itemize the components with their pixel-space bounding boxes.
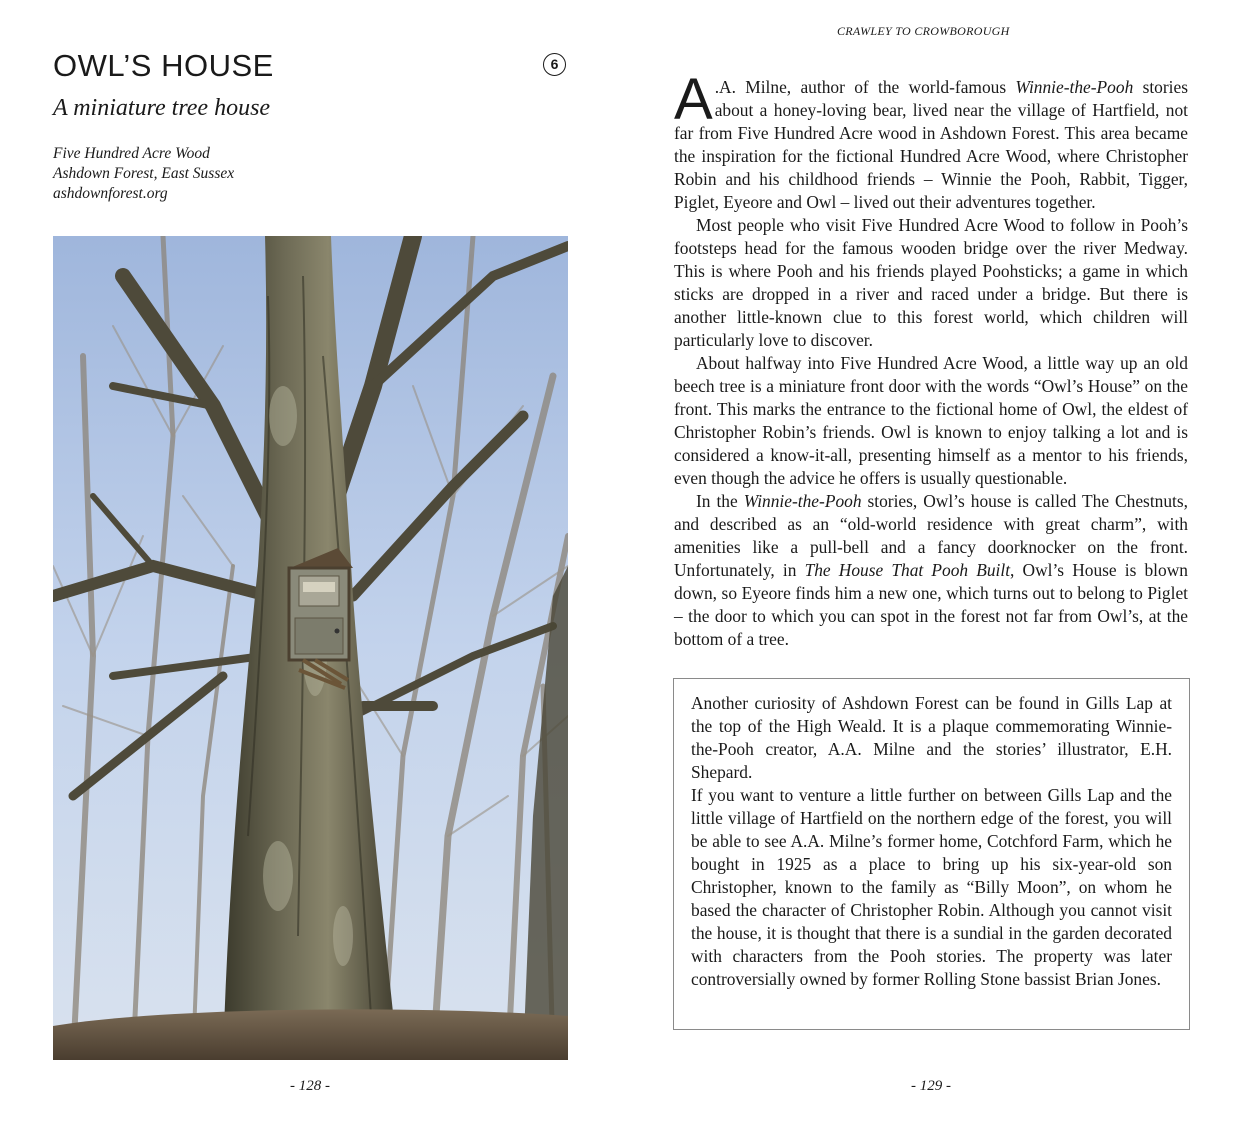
address-block bbox=[53, 144, 234, 204]
article-body bbox=[674, 67, 1188, 651]
sidebar-paragraph: If you want to venture a little further on between Gills Lap and the little village of Hartfield on the northern edge of the forest, you will be able to see A.A. Milne’s former home, Cotchford Farm, which he bought in 1925 as a place to bring up his six-year-old son Christopher, known to the family as “Billy Moon”, on whom he based the character of Christopher Robin. Although you cannot visit the house, it is thought that there is a sundial in the garden decorated with characters from the Pooh stories. The property was later controversially owned by former Rolling Stone bassist Brian Jones. bbox=[691, 785, 1172, 989]
page-title: OWL’S HOUSE bbox=[53, 48, 274, 83]
text-run: , Owl’s House is blown down, so Eyeore finds him a new one, which turns out to belong to Piglet – the door to which you can spot in the forest not far from Owl’s, at the bottom of a tree. bbox=[674, 560, 1188, 649]
text-run: Most people who visit Five Hundred Acre Wood to follow in Pooh’s footsteps head for the famous wooden bridge over the river Medway. This is where Pooh and his friends played Poohsticks; a game in which sticks are dropped in a river and raced under a bridge. But there is another little-known clue to this forest world, which children will particularly love to discover. bbox=[674, 215, 1188, 350]
page-number-right: - 129 - bbox=[911, 1078, 951, 1094]
sidebar-box bbox=[673, 678, 1190, 1030]
paragraph bbox=[674, 490, 1188, 651]
italic-title: The House That Pooh Built bbox=[804, 560, 1011, 580]
sidebar-paragraph: Another curiosity of Ashdown Forest can be found in Gills Lap at the top of the High Weald. It is a plaque commemorating Winnie-the-Pooh creator, A.A. Milne and the stories’ illustrator, E.H. Shepard. bbox=[691, 693, 1172, 782]
page-subtitle: A miniature tree house bbox=[53, 95, 271, 121]
address-line-website: ashdownforest.org bbox=[53, 185, 168, 202]
running-head: CRAWLEY TO CROWBOROUGH bbox=[837, 24, 1010, 38]
paragraph bbox=[674, 214, 1188, 352]
text-run: .A. Milne, author of the world-famous bbox=[714, 77, 1016, 97]
address-line-place: Five Hundred Acre Wood bbox=[53, 145, 210, 162]
italic-title: Winnie-the-Pooh bbox=[743, 491, 862, 511]
tree-with-miniature-door-photo bbox=[53, 236, 568, 1060]
text-run: stories, Owl’s house is called The Chestnuts, and described as an “old-world residence with great charm”, with amenities like a pull-bell and a fancy doorknocker on the front. Unfortunately, in bbox=[674, 491, 1188, 580]
left-page bbox=[0, 0, 620, 1123]
address-line-region: Ashdown Forest, East Sussex bbox=[53, 165, 235, 182]
dropcap: A bbox=[674, 67, 713, 132]
text-run: stories about a honey-loving bear, lived near the village of Hartfield, not far from Five Hundred Acre wood in Ashdown Forest. This area became the inspiration for the fictional Hundred Acre Wood, where Christopher Robin and his childhood friends – Winnie the Pooh, Rabbit, Tigger, Piglet, Eyeore and Owl – lived out their adventures together. bbox=[674, 77, 1188, 212]
page-number-left: - 128 - bbox=[290, 1078, 330, 1094]
text-run: About halfway into Five Hundred Acre Wood, a little way up an old beech tree is a miniature front door with the words “Owl’s House” on the front. This marks the entrance to the fictional home of Owl, the eldest of Christopher Robin’s friends. Owl is known to enjoy talking a lot and is considered a know-it-all, presenting himself as a mentor to his friends, even though the advice he offers is usually questionable. bbox=[674, 353, 1188, 488]
text-run: In the bbox=[696, 491, 744, 511]
paragraph bbox=[674, 352, 1188, 490]
paragraph bbox=[674, 67, 1188, 214]
paragraph-text bbox=[674, 67, 1188, 212]
italic-title: Winnie-the-Pooh bbox=[1015, 77, 1134, 97]
entry-number-badge: 6 bbox=[543, 53, 566, 76]
